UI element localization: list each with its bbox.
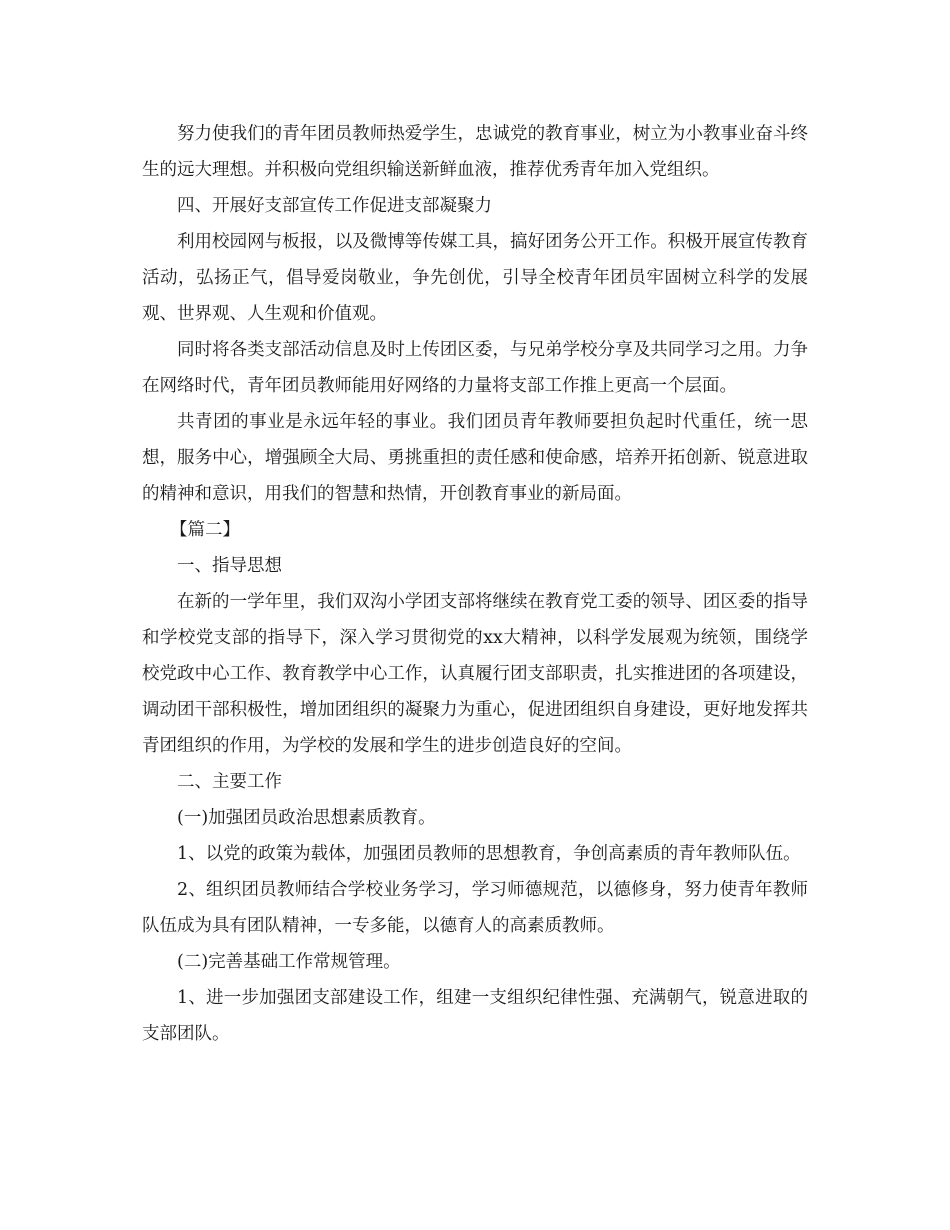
subheading-basic-management: (二)完善基础工作常规管理。 [177,952,401,972]
paragraph-online-sharing: 同时将各类支部活动信息及时上传团区委，与兄弟学校分享及共同学习之用。力争在网络时代，青年团员教师能用好网络的力量将支部工作推上更高一个层面。 [142,340,808,396]
section-heading-guiding-thought: 一、指导思想 [177,556,282,576]
document-body [142,116,808,1052]
paragraph-publicity: 利用校园网与板报，以及微博等传媒工具，搞好团务公开工作。积极开展宣传教育活动，弘扬正气，倡导爱岗敬业，争先创优，引导全校青年团员牢固树立科学的发展观、世界观、人生观和价值观。 [142,232,808,324]
list-item-3: 1、进一步加强团支部建设工作，组建一支组织纪律性强、充满朝气，锐意进取的支部团队。 [142,988,808,1044]
part-two-heading: 【篇二】 [170,520,240,540]
section-heading-main-work: 二、主要工作 [177,772,282,792]
paragraph-conclusion: 共青团的事业是永远年轻的事业。我们团员青年教师要担负起时代重任，统一思想，服务中心，增强顾全大局、勇挑重担的责任感和使命感，培养开拓创新、锐意进取的精神和意识，用我们的智慧和热情，开创教育事业的新局面。 [142,412,808,504]
list-item-2: 2、组织团员教师结合学校业务学习，学习师德规范，以德修身，努力使青年教师队伍成为具有团队精神，一专多能，以德育人的高素质教师。 [142,880,808,936]
subheading-political-education: (一)加强团员政治思想素质教育。 [177,808,436,828]
paragraph-continuation: 努力使我们的青年团员教师热爱学生，忠诚党的教育事业，树立为小教事业奋斗终生的远大理想。并积极向党组织输送新鲜血液，推荐优秀青年加入党组织。 [142,124,808,180]
section-heading-4: 四、开展好支部宣传工作促进支部凝聚力 [177,196,492,216]
list-item-1: 1、以党的政策为载体，加强团员教师的思想教育，争创高素质的青年教师队伍。 [177,844,801,864]
paragraph-guiding-thought: 在新的一学年里，我们双沟小学团支部将继续在教育党工委的领导、团区委的指导和学校党支部的指导下，深入学习贯彻党的xx大精神，以科学发展观为统领，围绕学校党政中心工作、教育教学中心工作，认真履行团支部职责，扎实推进团的各项建设，调动团干部积极性，增加团组织的凝聚力为重心，促进团组织自身建设，更好地发挥共青团组织的作用，为学校的发展和学生的进步创造良好的空间。 [142,592,808,756]
